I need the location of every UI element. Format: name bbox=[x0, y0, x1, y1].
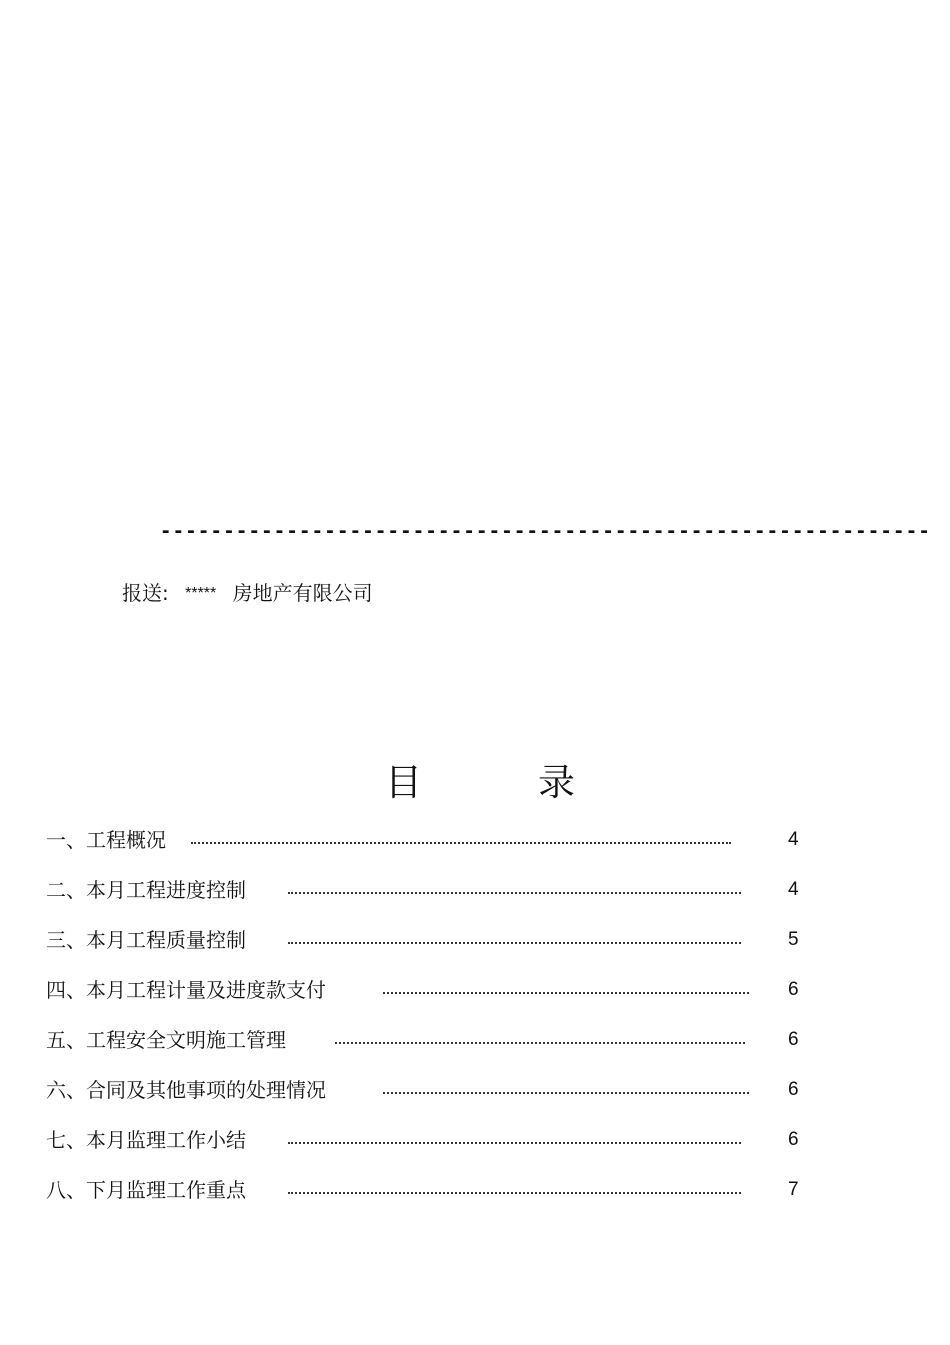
toc-entry[interactable] bbox=[46, 1075, 806, 1125]
toc-leader-dots bbox=[191, 828, 731, 844]
toc-entry-page: 6 bbox=[788, 1129, 799, 1150]
toc-leader-dots bbox=[288, 1128, 741, 1144]
toc-entry-label: 四、本月工程计量及进度款支付 bbox=[46, 978, 326, 1002]
toc-leader-dots bbox=[288, 928, 741, 944]
recipient-company: 房地产有限公司 bbox=[232, 581, 373, 605]
toc-title-right: 录 bbox=[538, 761, 575, 804]
toc-title-left: 目 bbox=[385, 761, 422, 804]
toc-entry-label: 五、工程安全文明施工管理 bbox=[46, 1028, 286, 1052]
toc-entry-label: 七、本月监理工作小结 bbox=[46, 1128, 246, 1152]
toc-entry[interactable] bbox=[46, 1175, 806, 1225]
recipient-line bbox=[122, 578, 373, 609]
recipient-masked-name: ***** bbox=[185, 585, 217, 602]
toc-entry-page: 7 bbox=[788, 1179, 799, 1200]
toc-leader-dots bbox=[288, 1178, 741, 1194]
recipient-label: 报送: bbox=[122, 581, 169, 605]
toc-entry[interactable] bbox=[46, 875, 806, 925]
toc-leader-dots bbox=[383, 1078, 749, 1094]
toc-entry[interactable] bbox=[46, 1125, 806, 1175]
toc-title bbox=[385, 760, 575, 806]
toc-entry-page: 6 bbox=[788, 1029, 799, 1050]
toc-entry-label: 二、本月工程进度控制 bbox=[46, 878, 246, 902]
toc-leader-dots bbox=[383, 978, 749, 994]
toc-entry-label: 三、本月工程质量控制 bbox=[46, 928, 246, 952]
toc-entry[interactable] bbox=[46, 1025, 806, 1075]
toc-leader-dots bbox=[288, 878, 741, 894]
toc-entry-page: 6 bbox=[788, 1079, 799, 1100]
toc-entry-page: 6 bbox=[788, 979, 799, 1000]
toc-entry-page: 4 bbox=[788, 829, 799, 850]
toc-entry[interactable] bbox=[46, 825, 806, 875]
toc-entry-label: 六、合同及其他事项的处理情况 bbox=[46, 1078, 326, 1102]
toc-entry-label: 八、下月监理工作重点 bbox=[46, 1178, 246, 1202]
toc-entry-page: 4 bbox=[788, 879, 799, 900]
toc-entry-page: 5 bbox=[788, 929, 799, 950]
table-of-contents bbox=[46, 825, 806, 1225]
toc-leader-dots bbox=[335, 1028, 745, 1044]
toc-entry-label: 一、工程概况 bbox=[46, 828, 166, 852]
separator-line: ------------------------------------------------------------- bbox=[160, 520, 931, 542]
toc-entry[interactable] bbox=[46, 975, 806, 1025]
toc-entry[interactable] bbox=[46, 925, 806, 975]
